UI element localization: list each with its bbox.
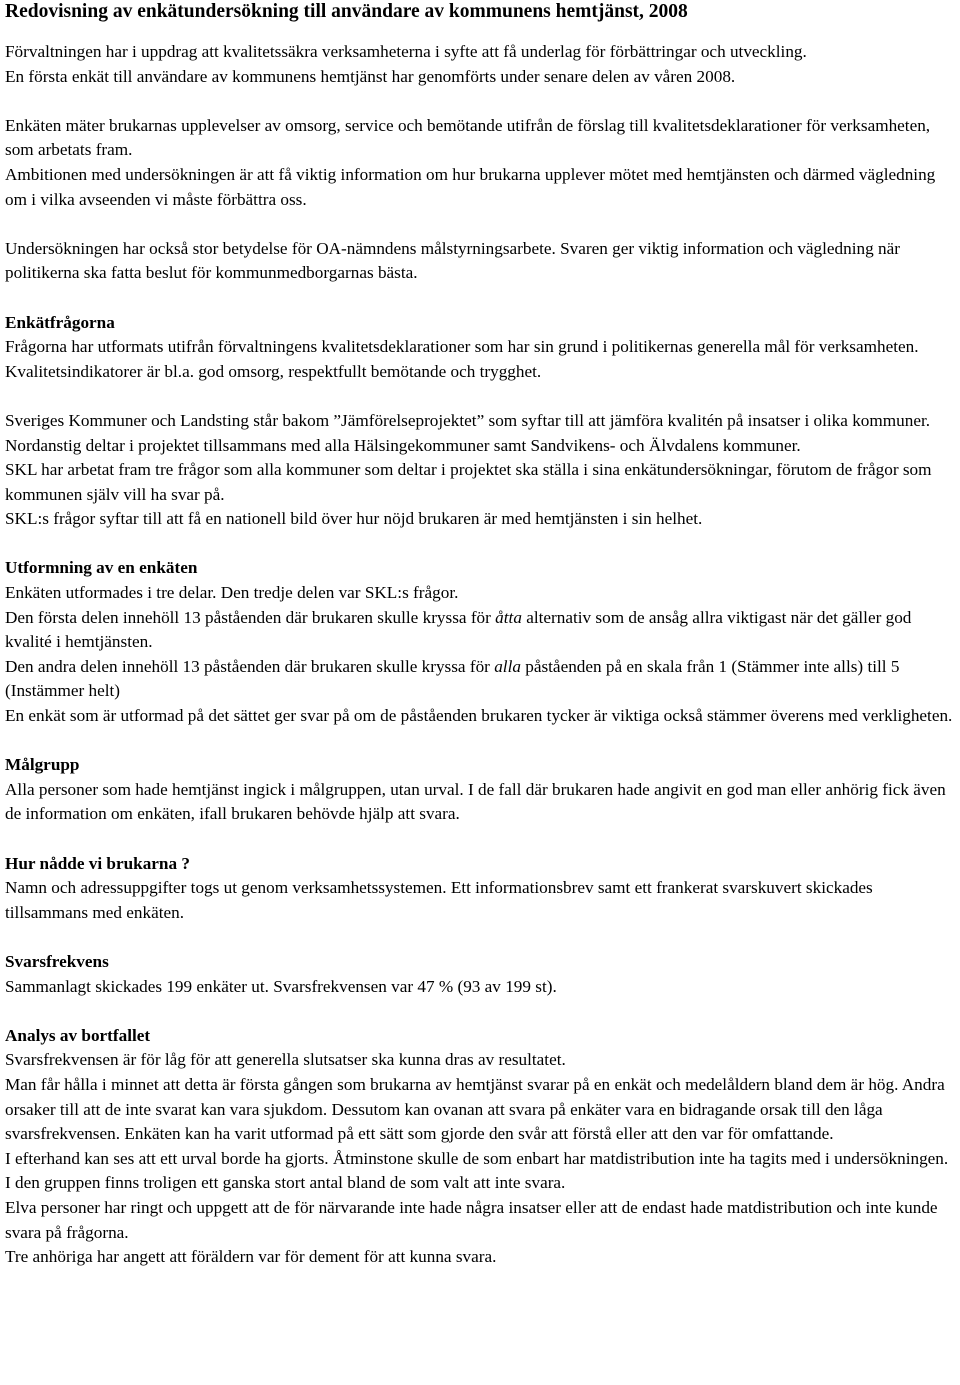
emphasis-text: åtta bbox=[495, 607, 522, 627]
section-paragraph: Svarsfrekvensen är för låg för att generella slutsatser ska kunna dras av resultatet. bbox=[5, 1050, 566, 1070]
section-paragraph: Man får hålla i minnet att detta är första gången som brukarna av hemtjänst svarar på en enkät och medelåldern bland dem är hög. Andra orsaker till att de inte svarat kan vara sjukdom. Dessutom kan ovanan att svara på enkäter vara en bidragande orsak till den låga svarsfrekvensen. Enkäten kan ha varit utformad på ett sätt som gjorde den svår att förstå eller att den var för omfattande. bbox=[5, 1074, 945, 1144]
section-paragraph: Tre anhöriga har angett att föräldern var för dement för att kunna svara. bbox=[5, 1247, 497, 1267]
emphasis-text: alla bbox=[494, 656, 521, 676]
section-paragraph: En enkät som är utformad på det sättet ger svar på om de påståenden brukaren tycker är viktiga också stämmer överens med verkligheten. bbox=[5, 706, 953, 726]
hur-nadde-section bbox=[5, 852, 954, 926]
intro-section bbox=[5, 40, 954, 286]
section-paragraph bbox=[5, 606, 954, 655]
intro-paragraph: Ambitionen med undersökningen är att få viktig information om hur brukarna upplever mötet med hemtjänsten och därmed vägledning om i vilka avseenden vi måste förbättra oss. bbox=[5, 164, 936, 209]
intro-paragraph: Undersökningen har också stor betydelse för OA-nämndens målstyrningsarbete. Svaren ger viktig information och vägledning när politikerna ska fatta beslut för kommunmedborgarnas bästa. bbox=[5, 238, 900, 283]
utformning-section bbox=[5, 556, 954, 728]
bortfall-section bbox=[5, 1024, 954, 1270]
section-paragraph: Sammanlagt skickades 199 enkäter ut. Svarsfrekvensen var 47 % (93 av 199 st). bbox=[5, 976, 557, 996]
text-run: Den andra delen innehöll 13 påståenden där brukaren skulle kryssa för bbox=[5, 656, 495, 676]
section-paragraph: Elva personer har ringt och uppgett att de för närvarande inte hade några insatser eller att de endast hade matdistribution och inte kunde svara på frågorna. bbox=[5, 1197, 938, 1242]
section-heading: Hur nådde vi brukarna ? bbox=[5, 853, 190, 873]
malgrupp-section bbox=[5, 753, 954, 827]
section-paragraph: Frågorna har utformats utifrån förvaltningens kvalitetsdeklarationer som har sin grund i politikernas generella mål för verksamheten. Kvalitetsindikatorer är bl.a. god omsorg, respektfullt bemötande och trygghet. bbox=[5, 337, 919, 381]
section-heading: Analys av bortfallet bbox=[5, 1025, 151, 1045]
section-paragraph: SKL har arbetat fram tre frågor som alla kommuner som deltar i projektet ska ställa i sina enkätundersökningar, förutom de frågor som kommunen själv vill ha svar på. bbox=[5, 460, 932, 504]
section-paragraph bbox=[5, 655, 954, 704]
section-heading: Utformning av en enkäten bbox=[5, 558, 198, 578]
intro-paragraph: Enkäten mäter brukarnas upplevelser av omsorg, service och bemötande utifrån de förslag till kvalitetsdeklarationer för verksamheten, som arbetats fram. bbox=[5, 115, 931, 160]
section-paragraph: SKL:s frågor syftar till att få en nationell bild över hur nöjd brukaren är med hemtjänsten i sin helhet. bbox=[5, 509, 703, 529]
intro-paragraph: En första enkät till användare av kommunens hemtjänst har genomförts under senare delen av våren 2008. bbox=[5, 66, 736, 86]
document-title: Redovisning av enkätundersökning till användare av kommunens hemtjänst, 2008 bbox=[5, 1, 688, 22]
section-heading: Enkätfrågorna bbox=[5, 312, 115, 332]
section-paragraph: Alla personer som hade hemtjänst ingick i målgruppen, utan urval. I de fall där brukaren hade angivit en god man eller anhörig fick även de information om enkäten, ifall brukaren behövde hjälp att svara. bbox=[5, 779, 946, 824]
section-paragraph: Namn och adressuppgifter togs ut genom verksamhetssystemen. Ett informationsbrev samt ett frankerat svarskuvert skickades tillsammans med enkäten. bbox=[5, 878, 873, 922]
section-heading: Målgrupp bbox=[5, 755, 80, 775]
section-paragraph: I efterhand kan ses att ett urval borde ha gjorts. Åtminstone skulle de som enbart har matdistribution inte ha tagits med i undersökningen. I den gruppen finns troligen ett ganska stort antal bland de som valt att inte svara. bbox=[5, 1148, 949, 1193]
svarsfrekvens-section bbox=[5, 950, 954, 999]
text-run: Den första delen innehöll 13 påståenden där brukaren skulle kryssa för bbox=[5, 607, 496, 627]
intro-paragraph: Förvaltningen har i uppdrag att kvalitetssäkra verksamheterna i syfte att få underlag för förbättringar och utveckling. bbox=[5, 42, 807, 61]
text-run: påståenden på en skala från 1 (Stämmer inte alls) till 5 (Instämmer helt) bbox=[5, 656, 900, 701]
section-heading: Svarsfrekvens bbox=[5, 951, 109, 971]
text-run: alternativ som de ansåg allra viktigast när det gäller god kvalité i hemtjänsten. bbox=[5, 607, 912, 652]
section-paragraph: Sveriges Kommuner och Landsting står bakom ”Jämförelseprojektet” som syftar till att jämföra kvalitén på insatser i olika kommuner. Nordanstig deltar i projektet tillsammans med alla Hälsingekommuner samt Sandvikens- och Älvdalens kommuner. bbox=[5, 410, 931, 455]
enkatfragorna-section bbox=[5, 311, 954, 532]
section-paragraph: Enkäten utformades i tre delar. Den tredje delen var SKL:s frågor. bbox=[5, 583, 459, 603]
